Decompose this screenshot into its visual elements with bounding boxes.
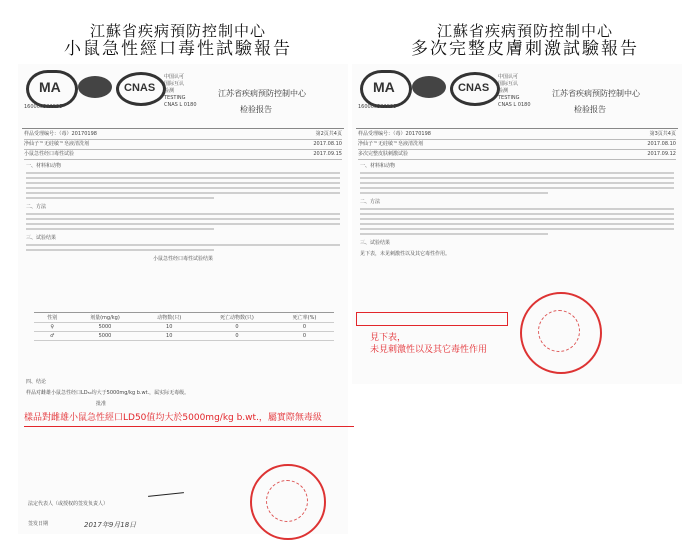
signature-label: 法定代表人（或授权的签发负责人） <box>28 501 109 507</box>
left-heading-line2: 小鼠急性經口毒性試驗報告 <box>64 39 292 59</box>
right-annotation-line1: 見下表， <box>370 333 407 343</box>
section-methods: 二、方法 <box>26 204 47 210</box>
issue-date-label: 签发日期 <box>28 521 49 527</box>
left-annotation: 樣品對雌雄小鼠急性經口LD50值均大於5000mg/kg b.wt.，屬實際無毒級 <box>24 413 322 423</box>
left-report-body <box>26 158 340 262</box>
toxicity-results-table <box>34 312 334 341</box>
table-row: ♂ 5000 10 0 0 <box>34 332 334 341</box>
left-logo-bar <box>18 64 348 124</box>
right-report-heading <box>370 22 680 58</box>
ma-certification-logo: MA <box>360 70 412 108</box>
right-report-body <box>360 158 674 257</box>
divider <box>22 128 344 129</box>
section-conclusion: 四、结论 <box>26 379 47 385</box>
official-red-stamp <box>250 464 326 540</box>
table-header-row: 性别 剂量(mg/kg) 动物数(只) 死亡动物数(只) 死亡率(%) <box>34 313 334 323</box>
section-materials: 一、材料和动物 <box>26 163 62 169</box>
conclusion-block <box>26 374 340 407</box>
ilac-logo <box>78 76 112 98</box>
table-row: ♀ 5000 10 0 0 <box>34 323 334 332</box>
left-annotation-underline <box>24 426 354 427</box>
sample-meta: 样品受理编号：（毒）20170198 第3页共4页 净仙子™无硅敏™皂液清洗剂 2017.08.10 多次完整皮肤刺激试验 2017.09.12 <box>358 130 676 160</box>
approval-mark: 批准 <box>96 401 107 407</box>
result-highlight-box <box>356 312 508 326</box>
divider <box>356 128 678 129</box>
section-methods: 二、方法 <box>360 199 381 205</box>
ma-number: 160000582866 <box>24 104 63 110</box>
section-materials: 一、材料和动物 <box>360 163 396 169</box>
section-results: 三、试验结果 <box>26 235 57 241</box>
ma-certification-logo: MA <box>26 70 78 108</box>
right-heading-line2: 多次完整皮膚刺激試驗報告 <box>411 39 639 59</box>
cnas-caption: 中国认可 国际互认 检测 TESTING CNAS L 0180 <box>498 74 531 108</box>
right-annotation <box>370 332 550 356</box>
left-report-heading <box>28 22 328 58</box>
cnas-logo: CNAS <box>450 72 500 106</box>
right-heading-line1: 江蘇省疾病預防控制中心 <box>436 22 613 40</box>
conclusion-text: 样品对雌雄小鼠急性经口LD₅₀均大于5000mg/kg b.wt.，属实际无毒级。 <box>26 390 190 396</box>
report-label: 检验报告 <box>240 105 272 114</box>
left-heading-line1: 江蘇省疾病預防控制中心 <box>89 22 266 40</box>
ilac-logo <box>412 76 446 98</box>
right-logo-bar <box>352 64 682 124</box>
institution-name: 江苏省疾病预防控制中心 <box>552 89 640 98</box>
handwritten-signature <box>148 492 184 497</box>
report-label: 检验报告 <box>574 105 606 114</box>
result-text: 见下表，未见刺激性以及其它毒性作用。 <box>360 251 451 257</box>
institution-name: 江苏省疾病预防控制中心 <box>218 89 306 98</box>
sample-meta: 样品受理编号：（毒）20170198 第2页共4页 净仙子™无硅敏™皂液清洗剂 2017.08.10 小鼠急性经口毒性试验 2017.09.15 <box>24 130 342 160</box>
cnas-caption: 中国认可 国际互认 检测 TESTING CNAS L 0180 <box>164 74 197 108</box>
ma-number: 160000582866 <box>358 104 397 110</box>
right-annotation-line2: 未見刺激性以及其它毒性作用 <box>370 345 488 355</box>
table-title: 小鼠急性经口毒性试验结果 <box>152 256 213 262</box>
left-report-document <box>18 64 348 534</box>
section-results: 三、试验结果 <box>360 240 391 246</box>
issue-date: 2017年9月18日 <box>84 521 137 529</box>
cnas-logo: CNAS <box>116 72 166 106</box>
